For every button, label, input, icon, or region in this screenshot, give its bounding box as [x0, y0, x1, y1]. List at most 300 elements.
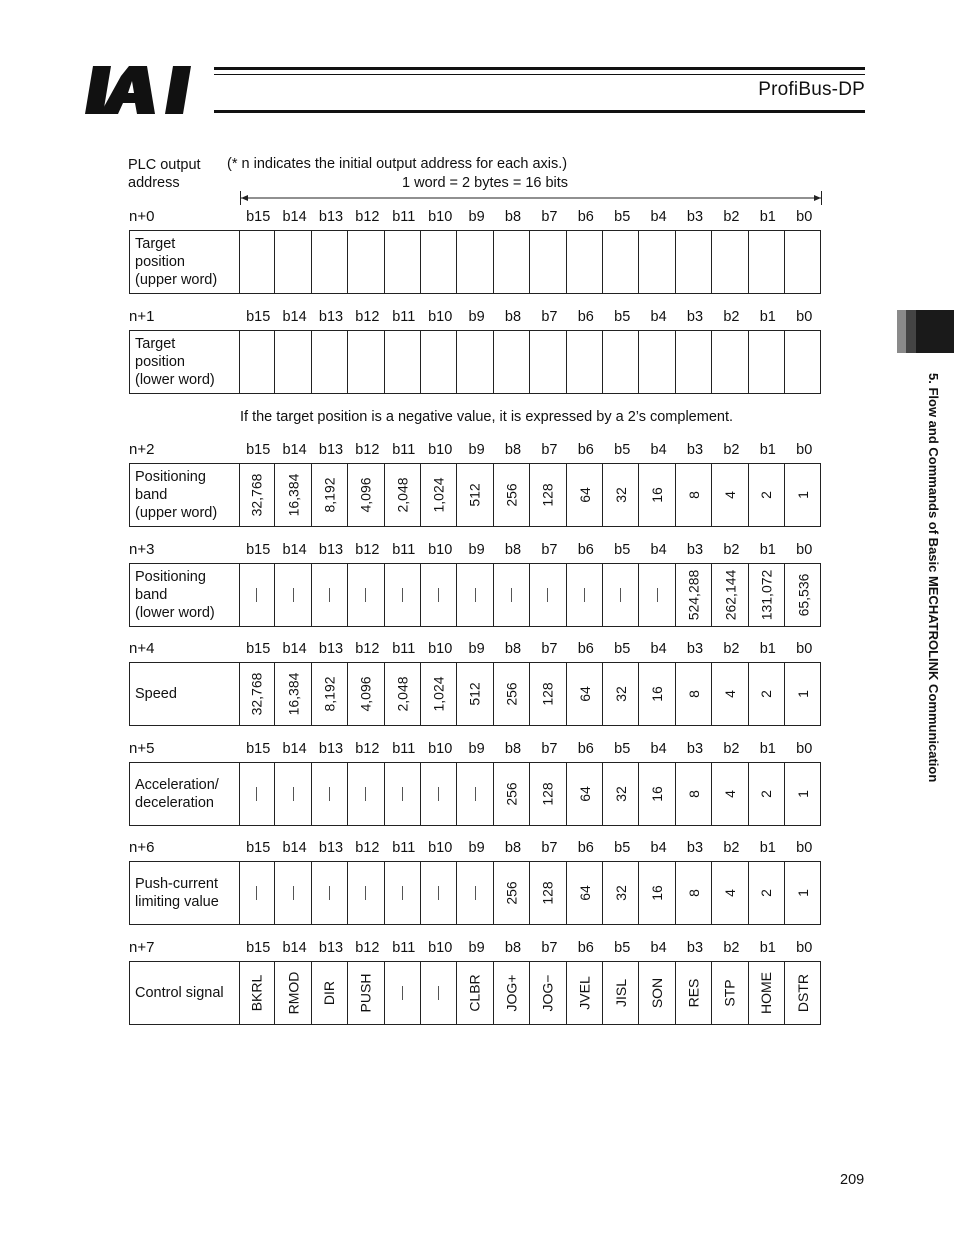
bit-cell	[421, 862, 457, 924]
bit-header: b5	[614, 542, 631, 558]
bit-cell	[712, 663, 748, 725]
bit-header: b1	[759, 641, 776, 657]
bit-cell	[494, 862, 530, 924]
bit-value: 4	[721, 690, 738, 698]
bit-value: 262,144	[721, 569, 738, 621]
bit-cell	[639, 331, 675, 393]
register-grid	[129, 662, 821, 726]
bit-header: b12	[355, 641, 380, 657]
bit-value: 1,024	[430, 477, 447, 513]
bit-value: JISL	[612, 978, 629, 1008]
unused-bit-mark	[329, 588, 330, 602]
bit-cell	[348, 564, 384, 626]
bit-cell	[312, 564, 348, 626]
bit-cell	[421, 564, 457, 626]
bit-cell	[712, 862, 748, 924]
bit-header: b0	[796, 209, 813, 225]
bit-cell	[312, 231, 348, 293]
bit-cell	[385, 663, 421, 725]
bit-value: 65,536	[795, 573, 812, 617]
unused-bit-mark	[293, 886, 294, 900]
bit-cell	[639, 231, 675, 293]
bit-header: b4	[650, 840, 667, 856]
bit-value: STP	[721, 979, 738, 1007]
bit-value: 32,768	[248, 672, 265, 716]
bit-header: b15	[246, 641, 271, 657]
bit-cell	[239, 862, 275, 924]
bit-cell	[567, 962, 603, 1024]
bit-cell	[275, 231, 311, 293]
bit-cell	[749, 663, 785, 725]
bit-cell	[785, 962, 821, 1024]
bit-cell	[567, 331, 603, 393]
unused-bit-mark	[475, 787, 476, 801]
bit-header: b2	[723, 209, 740, 225]
bit-header: b8	[504, 741, 522, 757]
bit-cell	[749, 564, 785, 626]
bit-cell	[676, 464, 712, 526]
bit-header: b2	[723, 840, 740, 856]
register-label: Positioning band (lower word)	[130, 564, 240, 626]
bit-cell	[348, 962, 384, 1024]
unused-bit-mark	[547, 588, 548, 602]
bit-cell	[421, 763, 457, 825]
bit-cell	[275, 962, 311, 1024]
bit-header: b11	[392, 542, 416, 558]
bit-cell	[785, 231, 821, 293]
register-label: Target position (lower word)	[130, 331, 240, 393]
bit-value: 128	[539, 881, 556, 905]
bit-cell	[603, 564, 639, 626]
bit-cell	[603, 962, 639, 1024]
bit-cell	[749, 331, 785, 393]
bit-header: b12	[355, 209, 380, 225]
register-label: Speed	[130, 663, 240, 725]
bit-value: 32	[612, 686, 629, 702]
bit-header: b10	[428, 741, 453, 757]
bit-header: b6	[577, 741, 594, 757]
bit-value: JOG−	[539, 974, 556, 1012]
bit-header: b2	[723, 940, 740, 956]
bit-cell	[712, 331, 748, 393]
unused-bit-mark	[365, 886, 366, 900]
bit-cell	[239, 962, 275, 1024]
bit-header: b1	[759, 442, 776, 458]
bit-header: b9	[468, 542, 485, 558]
bit-header: b4	[650, 309, 667, 325]
bit-value: 512	[467, 483, 484, 507]
bit-cell	[567, 464, 603, 526]
register-address: n+7	[129, 939, 155, 956]
bit-cell	[603, 763, 639, 825]
bit-header: b14	[282, 442, 307, 458]
bit-cell	[712, 231, 748, 293]
bit-cell	[603, 663, 639, 725]
bit-header: b3	[686, 741, 704, 757]
plc-output-address-label: PLC output address	[128, 157, 201, 191]
bit-cell	[603, 331, 639, 393]
bit-cell	[676, 564, 712, 626]
bit-header: b6	[577, 641, 594, 657]
bit-value: 256	[503, 483, 520, 507]
unused-bit-mark	[329, 787, 330, 801]
bit-cell	[749, 464, 785, 526]
bit-value: 4,096	[357, 477, 374, 513]
bit-cell	[385, 564, 421, 626]
register-label: Push-current limiting value	[130, 862, 240, 924]
bit-header: b0	[796, 641, 813, 657]
bit-value: CLBR	[467, 974, 484, 1012]
unused-bit-mark	[402, 588, 403, 602]
register-block	[128, 640, 822, 716]
register-address: n+4	[129, 640, 155, 657]
bit-cell	[348, 464, 384, 526]
bit-cell	[457, 564, 493, 626]
bit-header: b8	[504, 542, 522, 558]
bit-value: 8	[685, 690, 702, 698]
unused-bit-mark	[402, 886, 403, 900]
bit-value: 4,096	[357, 676, 374, 712]
bit-value: 8	[685, 491, 702, 499]
unused-bit-mark	[256, 588, 257, 602]
bit-header: b11	[392, 840, 416, 856]
register-address: n+6	[129, 839, 155, 856]
bit-header: b9	[468, 940, 485, 956]
bit-cell	[494, 464, 530, 526]
register-address: n+3	[129, 541, 155, 558]
bit-header: b7	[541, 741, 558, 757]
unused-bit-mark	[475, 886, 476, 900]
bit-cell	[530, 763, 566, 825]
bit-cell	[275, 862, 311, 924]
bit-header: b8	[504, 209, 522, 225]
bit-header: b15	[246, 442, 271, 458]
bit-header: b1	[759, 209, 776, 225]
bit-header: b14	[282, 940, 307, 956]
unused-bit-mark	[402, 986, 403, 1000]
bit-cell	[567, 763, 603, 825]
register-label: Target position (upper word)	[130, 231, 240, 293]
bit-cell	[639, 763, 675, 825]
bit-header: b3	[686, 641, 704, 657]
bit-value: SON	[649, 977, 666, 1009]
unused-bit-mark	[438, 986, 439, 1000]
bit-header: b15	[246, 542, 271, 558]
bit-cell	[421, 231, 457, 293]
bit-cell	[457, 962, 493, 1024]
bit-header: b1	[759, 940, 776, 956]
bit-header: b6	[577, 442, 594, 458]
unused-bit-mark	[438, 588, 439, 602]
bit-value: 524,288	[685, 569, 702, 621]
bit-header: b13	[318, 209, 344, 225]
bit-cell	[312, 331, 348, 393]
bit-header: b13	[318, 940, 344, 956]
bit-cell	[603, 862, 639, 924]
bit-header: b14	[282, 840, 307, 856]
bit-cell	[385, 231, 421, 293]
register-block	[128, 939, 822, 1015]
bit-cell	[348, 231, 384, 293]
bit-cell	[421, 663, 457, 725]
bit-header: b12	[355, 741, 380, 757]
register-label: Acceleration/ deceleration	[130, 763, 240, 825]
bit-header: b8	[504, 309, 522, 325]
bit-header: b3	[686, 309, 704, 325]
bit-cell	[676, 962, 712, 1024]
bit-header: b4	[650, 741, 667, 757]
bit-value: 64	[576, 487, 593, 503]
bit-cell	[676, 231, 712, 293]
bit-value: 128	[539, 682, 556, 706]
bit-header: b0	[796, 741, 813, 757]
register-grid	[129, 563, 821, 627]
bit-header: b4	[650, 940, 667, 956]
bit-header: b2	[723, 641, 740, 657]
bit-header: b8	[504, 641, 522, 657]
bit-header: b8	[504, 442, 522, 458]
bit-value: 16,384	[285, 473, 302, 517]
bit-header: b4	[650, 641, 667, 657]
register-address: n+5	[129, 740, 155, 757]
bit-header: b12	[355, 940, 380, 956]
bit-cell	[749, 763, 785, 825]
bit-cell	[530, 564, 566, 626]
bit-header: b14	[282, 641, 307, 657]
register-grid	[129, 961, 821, 1025]
bit-header: b11	[392, 442, 416, 458]
unused-bit-mark	[584, 588, 585, 602]
bit-header: b2	[723, 442, 740, 458]
unused-bit-mark	[293, 588, 294, 602]
bit-cell	[239, 331, 275, 393]
bit-cell	[239, 763, 275, 825]
bit-header: b12	[355, 442, 380, 458]
bit-value: 128	[539, 483, 556, 507]
bit-value: JVEL	[576, 976, 593, 1010]
bit-cell	[530, 663, 566, 725]
bit-header: b7	[541, 641, 558, 657]
bit-cell	[348, 331, 384, 393]
bit-header: b10	[428, 442, 453, 458]
bit-header: b14	[282, 209, 307, 225]
bit-value: HOME	[758, 972, 775, 1014]
register-block	[128, 740, 822, 811]
unused-bit-mark	[256, 886, 257, 900]
bit-value: 1	[795, 491, 812, 499]
register-grid	[129, 330, 821, 394]
bit-cell	[385, 464, 421, 526]
bit-cell	[785, 763, 821, 825]
bit-value: 1	[795, 790, 812, 798]
bit-cell	[603, 464, 639, 526]
bit-value: 1,024	[430, 676, 447, 712]
bit-value: 2	[758, 491, 775, 499]
bit-header: b0	[796, 309, 813, 325]
register-grid	[129, 762, 821, 826]
bit-header: b6	[577, 940, 594, 956]
bit-header: b5	[614, 940, 631, 956]
bit-header: b7	[541, 209, 558, 225]
bit-cell	[385, 763, 421, 825]
bit-header: b7	[541, 442, 558, 458]
bit-header: b11	[392, 309, 416, 325]
bit-cell	[639, 464, 675, 526]
bit-header: b10	[428, 542, 453, 558]
register-block	[128, 208, 822, 288]
bit-header: b8	[504, 840, 522, 856]
bit-cell	[421, 464, 457, 526]
bit-cell	[457, 464, 493, 526]
bit-header: b15	[246, 940, 271, 956]
bit-value: 1	[795, 690, 812, 698]
bit-header: b2	[723, 309, 740, 325]
bit-header: b1	[759, 542, 776, 558]
register-grid	[129, 230, 821, 294]
bit-cell	[530, 464, 566, 526]
bit-cell	[494, 564, 530, 626]
unused-bit-mark	[657, 588, 658, 602]
bit-header: b11	[392, 209, 416, 225]
bit-value: 4	[721, 790, 738, 798]
bit-cell	[749, 231, 785, 293]
bit-header: b4	[650, 442, 667, 458]
bit-value: 512	[467, 682, 484, 706]
bit-cell	[639, 663, 675, 725]
bit-header: b5	[614, 209, 631, 225]
register-block	[128, 839, 822, 910]
bit-value: 2	[758, 690, 775, 698]
bit-header: b12	[355, 542, 380, 558]
bit-cell	[457, 763, 493, 825]
bit-value: 64	[576, 786, 593, 802]
bit-cell	[494, 962, 530, 1024]
bit-header: b10	[428, 641, 453, 657]
product-name: ProfiBus-DP	[758, 79, 865, 100]
bit-value: 16,384	[285, 672, 302, 716]
bit-header: b9	[468, 309, 485, 325]
bit-header: b5	[614, 840, 631, 856]
bit-cell	[567, 663, 603, 725]
bit-header: b14	[282, 542, 307, 558]
bit-header: b3	[686, 840, 704, 856]
bit-cell	[239, 464, 275, 526]
bit-value: 256	[503, 682, 520, 706]
register-block	[128, 541, 822, 621]
bit-header: b0	[796, 940, 813, 956]
bit-header: b3	[686, 940, 704, 956]
bit-header: b15	[246, 209, 271, 225]
bit-cell	[385, 331, 421, 393]
bit-value: 256	[503, 782, 520, 806]
bit-cell	[567, 564, 603, 626]
unused-bit-mark	[620, 588, 621, 602]
bit-header: b12	[355, 840, 380, 856]
unused-bit-mark	[365, 588, 366, 602]
bit-header: b5	[614, 741, 631, 757]
bit-cell	[312, 962, 348, 1024]
bit-header: b5	[614, 442, 631, 458]
bit-header: b10	[428, 840, 453, 856]
bit-cell	[239, 231, 275, 293]
bit-header: b15	[246, 741, 271, 757]
bit-cell	[385, 862, 421, 924]
bit-value: 8	[685, 790, 702, 798]
address-note: (* n indicates the initial output address for each axis.)	[227, 156, 568, 172]
bit-header: b2	[723, 741, 740, 757]
bit-header: b0	[796, 542, 813, 558]
unused-bit-mark	[293, 787, 294, 801]
register-label: Positioning band (upper word)	[130, 464, 240, 526]
bit-cell	[676, 331, 712, 393]
bit-header: b2	[723, 542, 740, 558]
bit-cell	[275, 464, 311, 526]
unused-bit-mark	[329, 886, 330, 900]
unused-bit-mark	[511, 588, 512, 602]
register-address: n+1	[129, 308, 155, 325]
bit-cell	[530, 231, 566, 293]
bit-cell	[530, 962, 566, 1024]
bit-value: DIR	[321, 980, 338, 1006]
bit-header: b0	[796, 442, 813, 458]
bit-cell	[639, 564, 675, 626]
bit-header: b9	[468, 840, 485, 856]
bit-cell	[712, 464, 748, 526]
register-grid	[129, 463, 821, 527]
register-label: Control signal	[130, 962, 240, 1024]
bit-header: b1	[759, 309, 776, 325]
bit-value: 8	[685, 889, 702, 897]
iai-logo	[85, 66, 205, 114]
bit-value: 128	[539, 782, 556, 806]
unused-bit-mark	[256, 787, 257, 801]
bit-cell	[567, 231, 603, 293]
bit-header: b6	[577, 209, 594, 225]
bit-cell	[239, 663, 275, 725]
bit-header: b13	[318, 641, 344, 657]
bit-header: b5	[614, 309, 631, 325]
bit-header: b10	[428, 309, 453, 325]
bit-cell	[712, 763, 748, 825]
bit-header: b14	[282, 309, 307, 325]
bit-header: b6	[577, 542, 594, 558]
bit-cell	[275, 663, 311, 725]
bit-header: b13	[318, 840, 344, 856]
bit-header: b1	[759, 741, 776, 757]
bit-header: b8	[504, 940, 522, 956]
bit-header: b10	[428, 940, 453, 956]
bit-cell	[494, 231, 530, 293]
bit-cell	[785, 464, 821, 526]
bit-value: 2,048	[394, 477, 411, 513]
bit-header: b6	[577, 840, 594, 856]
bit-header: b11	[392, 641, 416, 657]
bit-header: b3	[686, 442, 704, 458]
bit-cell	[348, 862, 384, 924]
bit-cell	[348, 663, 384, 725]
bit-value: RES	[685, 978, 702, 1008]
bit-cell	[275, 331, 311, 393]
bit-cell	[785, 564, 821, 626]
bit-cell	[749, 862, 785, 924]
bit-header: b15	[246, 309, 271, 325]
bit-cell	[457, 331, 493, 393]
bit-header: b4	[650, 542, 667, 558]
register-grid	[129, 861, 821, 925]
bit-header: b12	[355, 309, 380, 325]
bit-header: b7	[541, 542, 558, 558]
bit-cell	[312, 464, 348, 526]
